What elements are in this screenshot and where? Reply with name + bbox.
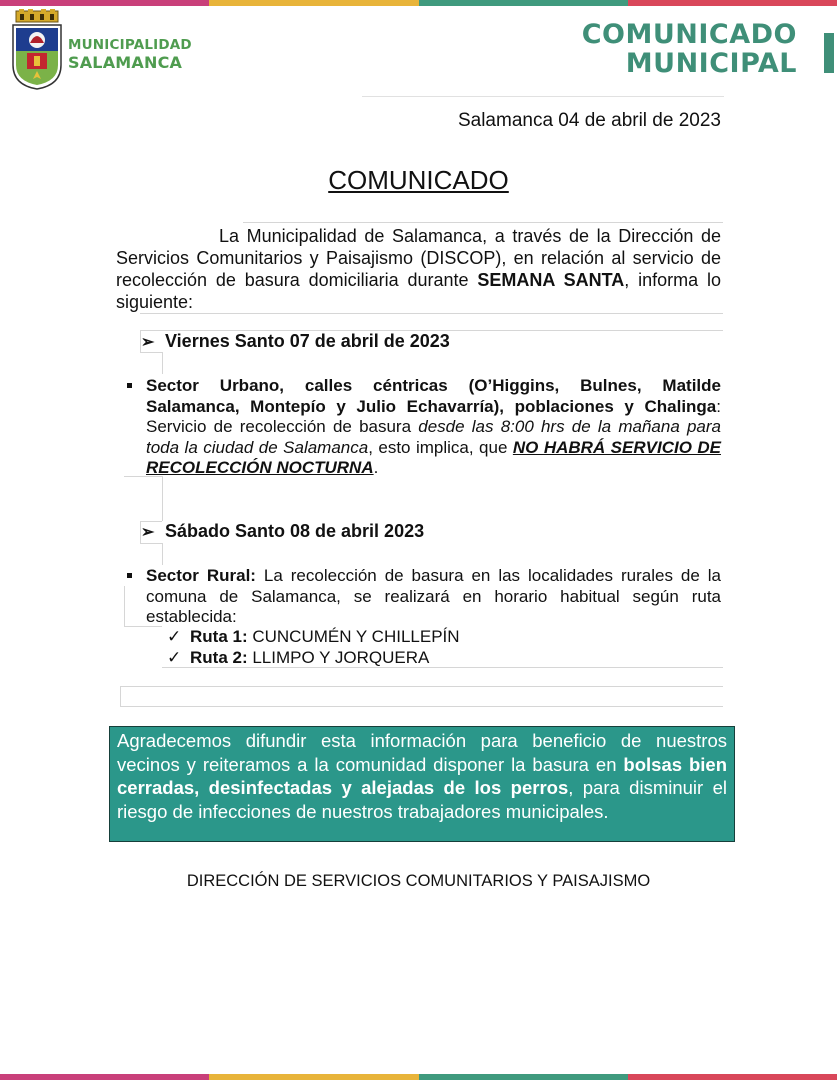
bottom-color-stripe: [0, 1074, 837, 1080]
friday-heading-text: Viernes Santo 07 de abril de 2023: [165, 331, 450, 351]
footer-signature: DIRECCIÓN DE SERVICIOS COMUNITARIOS Y PAISAJISMO: [186, 872, 651, 890]
banner-line-2: MUNICIPAL: [625, 48, 797, 79]
document-title: COMUNICADO: [328, 165, 509, 195]
logo-line-1: MUNICIPALIDAD: [68, 37, 192, 53]
route-label: Ruta 2:: [190, 648, 248, 667]
saturday-sector: Sector Rural:: [146, 566, 256, 585]
frame-line: [162, 352, 163, 374]
notice-text-1: Agradecemos difundir esta información para beneficio de nuestros vecinos y reiteramos a la comunidad disponer la basura en: [117, 730, 727, 775]
friday-sector: Sector Urbano, calles céntricas (O’Higgins, Bulnes, Matilde Salamanca, Montepío y Julio Echavarría), poblaciones y Chalinga: [146, 376, 721, 416]
logo-line-2: SALAMANCA: [68, 53, 183, 72]
friday-text-2: , esto implica, que: [368, 437, 513, 457]
friday-heading: [141, 331, 450, 352]
check-mark-icon: ✓: [167, 627, 182, 646]
frame-line: [162, 476, 163, 521]
friday-text-3: .: [373, 458, 379, 477]
frame-line: [162, 543, 163, 565]
comunicado-banner: [582, 20, 797, 78]
friday-emphasis: NO HABRÁ SERVICIO DE RECOLECCIÓN NOCTURNA: [146, 437, 721, 477]
frame-line: [124, 586, 125, 626]
friday-italic: desde las 8:00 hrs de la mañana para toda la ciudad de Salamanca: [146, 417, 721, 457]
route-list: [167, 626, 460, 668]
frame-line: [140, 543, 162, 544]
arrow-bullet-icon: ➢: [141, 524, 155, 541]
document-date: Salamanca 04 de abril de 2023: [457, 110, 721, 131]
route-label: Ruta 1:: [190, 627, 248, 646]
intro-text-1: La Municipalidad de Salamanca, a través de la Dirección de Servicios Comunitarios y Paisajismo (DISCOP), en relación al servicio de recolección de basura domiciliaria durante: [116, 226, 721, 290]
frame-line: [140, 352, 162, 353]
notice-box: [109, 726, 735, 842]
frame-line: [140, 313, 723, 314]
arrow-bullet-icon: ➢: [141, 334, 155, 351]
notice-text-2: , para disminuir el riesgo de infecciones de nuestros trabajadores municipales.: [117, 777, 727, 822]
intro-bold: SEMANA SANTA: [477, 270, 625, 290]
header-separator: [362, 96, 724, 97]
banner-line-1: COMUNICADO: [581, 19, 797, 50]
check-mark-icon: ✓: [167, 648, 182, 667]
frame-line: [120, 686, 121, 706]
friday-text-1: : Servicio de recolección de basura: [146, 396, 721, 436]
frame-line: [120, 686, 723, 687]
coat-of-arms-icon: [10, 9, 64, 91]
municipality-logo: [10, 9, 200, 91]
saturday-bullet: [146, 566, 721, 628]
saturday-heading-text: Sábado Santo 08 de abril 2023: [165, 521, 425, 541]
frame-line: [120, 706, 723, 707]
list-item: [167, 626, 460, 647]
frame-line: [243, 222, 723, 223]
saturday-heading: [141, 521, 424, 542]
friday-bullet: [146, 376, 721, 479]
route-value: LLIMPO Y JORQUERA: [247, 648, 430, 667]
banner-accent-bar: [824, 33, 834, 73]
list-item: [167, 647, 460, 668]
saturday-text: La recolección de basura en las localidades rurales de la comuna de Salamanca, se realizará en horario habitual según ruta establecida:: [146, 566, 721, 626]
route-value: CUNCUMÉN Y CHILLEPÍN: [247, 627, 460, 646]
intro-text-2: , informa lo siguiente:: [116, 270, 721, 312]
notice-bold: bolsas bien cerradas, desinfectadas y alejadas de los perros: [117, 753, 727, 798]
intro-paragraph: [116, 225, 721, 313]
top-color-stripe: [0, 0, 837, 6]
